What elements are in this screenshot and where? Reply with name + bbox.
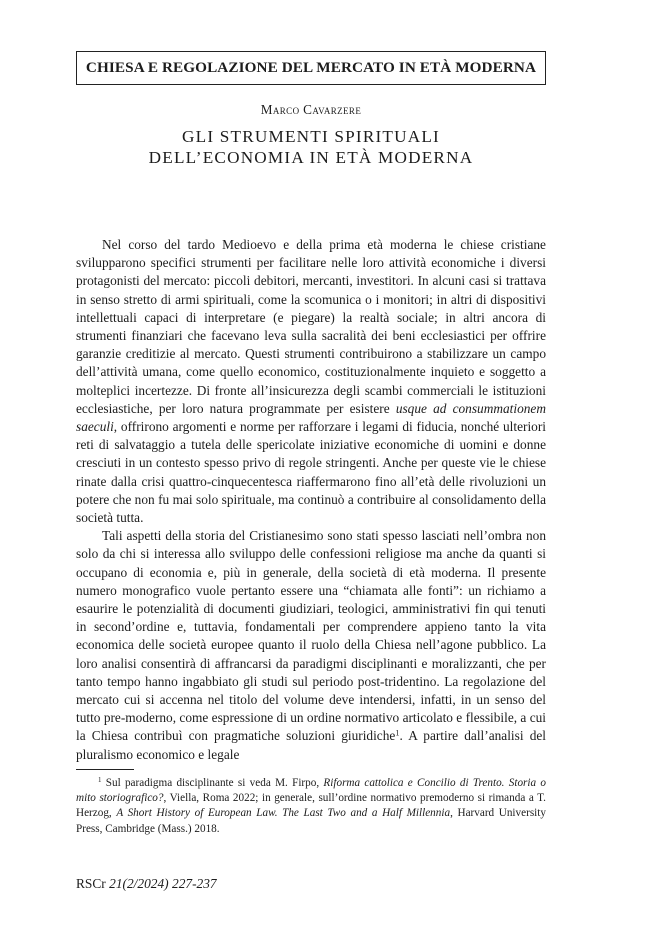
footnote-text-a: Sul paradigma disciplinante si veda M. Firpo, [101, 777, 324, 789]
section-header-box [76, 51, 546, 85]
section-title: CHIESA E REGOLAZIONE DEL MERCATO IN ETÀ MODERNA [85, 59, 537, 76]
journal-citation: 21(2/2024) 227-237 [109, 876, 217, 891]
paragraph-1 [76, 236, 546, 527]
article-author: Marco Cavarzere [260, 102, 362, 117]
paragraph-1-text-a: Nel corso del tardo Medioevo e della prima età moderna le chiese cristiane svilupparono specifici strumenti per facilitare nelle loro attività economiche i diversi protagonisti del mercato: piccoli debitori, mercanti, investitori. In alcuni casi si trattava in senso stretto di armi spirituali, come la scomunica o i monitori; in altri di dispositivi intellettuali capaci di interpretare (e piegare) la realtà sociale; in altri ancora di strumenti finanziari che facevano leva sulla sacralità dei beni ecclesiastici per offrire garanzie creditizie al mercato. Questi strumenti contribuirono a stabilizzare un campo dell’attività umana, come quello economico, costituzionalmente inquieto e soggetto a molteplici incertezze. Di fronte all’insicurezza degli scambi commerciali le istituzioni ecclesiastiche, per loro natura programmate per esistere [76, 237, 546, 416]
paragraph-2 [76, 527, 546, 764]
journal-abbreviation: RSCr [76, 876, 106, 891]
footnote-book-title-2: A Short History of European Law. The Last Two and a Half Millennia [116, 807, 451, 820]
footnote-separator [76, 769, 134, 770]
paragraph-2-text-b: . A partire dall’analisi del pluralismo economico e legale [76, 728, 546, 762]
footnote-text-b: , Viella, Roma 2022; in generale, sull’ordine normativo premoderno si rimanda a T. Herzog, [76, 792, 546, 820]
footnote-text-c: , Harvard University Press, Cambridge (Mass.) 2018. [76, 807, 546, 835]
article-body [76, 236, 546, 764]
article-title [76, 126, 546, 168]
latin-phrase: usque ad consummationem saeculi [76, 400, 546, 435]
paragraph-2-text-a: Tali aspetti della storia del Cristianesimo sono stati spesso lasciati nell’ombra non solo da chi si interessa allo sviluppo delle confessioni religiose ma anche da quanti si occupano di economia e, più in generale, della società di età moderna. Il presente numero monografico vuole pertanto essere una “chiamata alle fonti”: un richiamo a esaurire le potenzialità di documenti giudiziari, teologici, amministrativi fin qui tenuti in second’ordine e, tuttavia, fondamentali per comprendere appieno tanto la vita economica delle società europee quanto il ruolo della Chiesa nell’agone pubblico. La loro analisi consentirà di affrancarsi da paradigmi disciplinanti e moralizzanti, che per tanto tempo hanno ingabbiato gli studi sul periodo post-tridentino. La regolazione del mercato cui si accenna nel titolo del volume deve intendersi, infatti, in un senso del tutto pre-moderno, come espressione di un ordine normativo articolato e flessibile, a cui la Chiesa contribuì con pragmatiche soluzioni giuridiche [76, 528, 546, 744]
footnote-1 [76, 776, 546, 837]
running-footer [76, 876, 217, 892]
footnote-reference[interactable]: 1 [395, 728, 400, 738]
article-title-line-2: DELL’ECONOMIA IN ETÀ MODERNA [148, 148, 474, 167]
footnote-book-title-1: Riforma cattolica e Concilio di Trento. Storia o mito storiografico? [76, 777, 546, 805]
article-title-line-1: GLI STRUMENTI SPIRITUALI [182, 127, 440, 146]
footnote-marker: 1 [98, 776, 102, 785]
paragraph-1-text-b: , offrirono argomenti e norme per rafforzare i legami di fiducia, nonché ulteriori reti di salvataggio a tutela delle spericolate iniziative economiche di uomini e donne cresciuti in un contesto spesso privo di regole stringenti. Anche per queste vie le chiese rinate dalla crisi quattro-cinquecentesca riaffermarono fino all’età delle rivoluzioni un potere che non fu mai solo spirituale, ma continuò a contribuire al consolidamento della società tutta. [76, 419, 546, 526]
